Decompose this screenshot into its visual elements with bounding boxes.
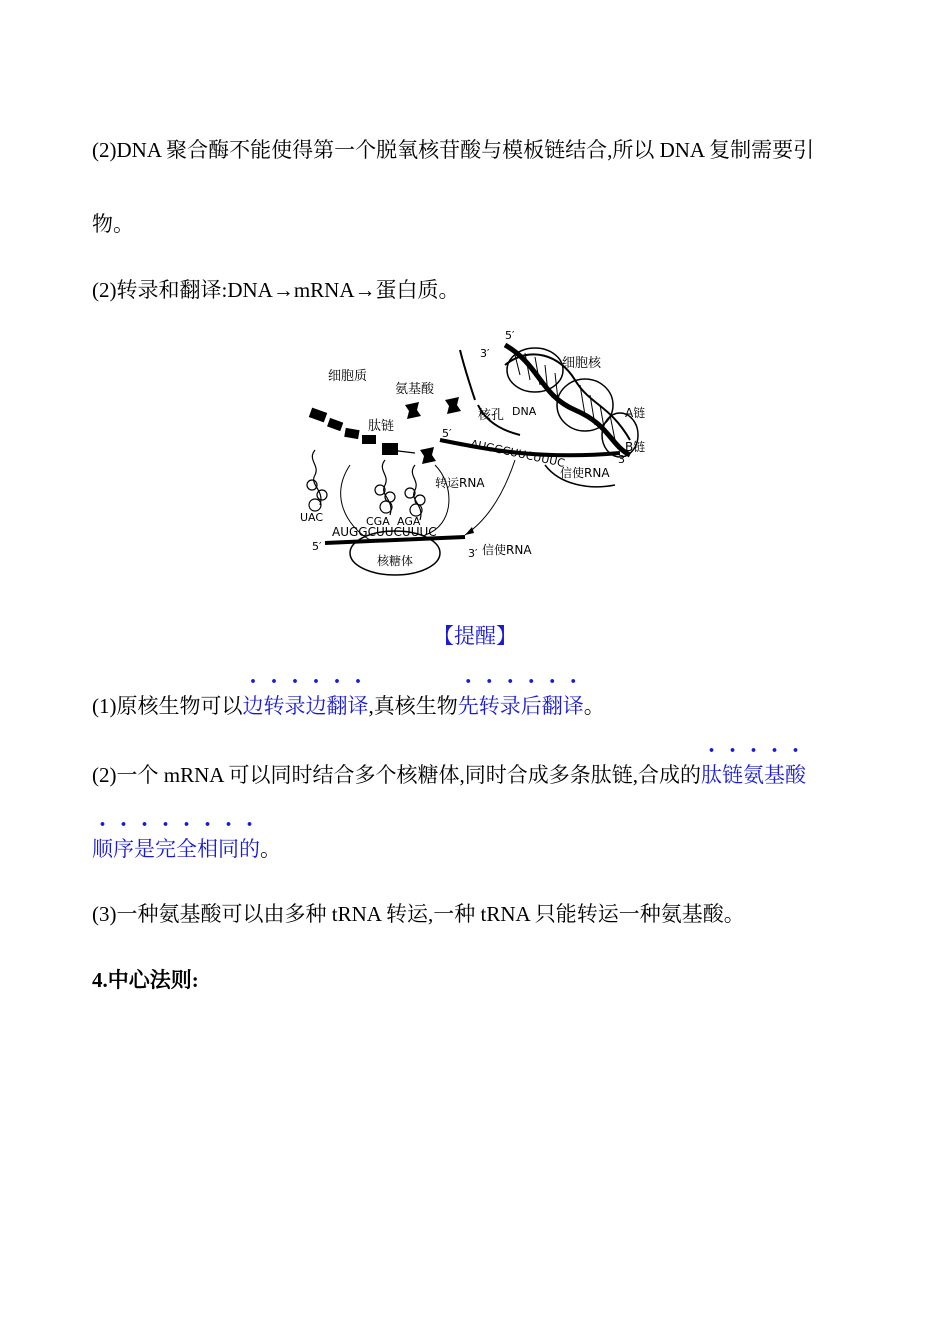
label-anticodon1: UAC <box>300 511 324 524</box>
label-b-chain: B链 <box>625 440 646 454</box>
label-nucleus: 细胞核 <box>562 356 602 371</box>
label-nuclear-pore: 核孔 <box>478 408 505 423</box>
para1-line1: (2)DNA 聚合酶不能使得第一个脱氧核苷酸与模板链结合,所以 DNA 复制需要引 <box>92 138 815 162</box>
tip-point-2-line2: 顺序是完全相同的。 <box>92 837 281 861</box>
label-3prime-dna: 3′ <box>480 347 490 360</box>
label-5prime-top: 5′ <box>442 427 452 440</box>
tip-title: 【提醒】 <box>433 624 517 648</box>
label-mrna-top: 信使RNA <box>560 466 610 480</box>
label-trna: 转运RNA <box>435 476 485 490</box>
transcription-translation-figure <box>290 325 660 585</box>
label-mrna-bottom: 信使RNA <box>482 543 532 557</box>
nuclear-membrane <box>460 350 475 400</box>
amino-acids <box>405 397 461 464</box>
trna-molecules <box>307 450 425 520</box>
para1-line2: 物。 <box>92 212 134 236</box>
label-mrna-seq-top: AUGGCUUCUUUC <box>469 437 566 470</box>
label-5prime-dna: 5′ <box>505 329 515 342</box>
label-amino-acid: 氨基酸 <box>395 382 435 397</box>
para2: (2)转录和翻译:DNA→mRNA→蛋白质。 <box>92 278 460 302</box>
tip-point-3: (3)一种氨基酸可以由多种 tRNA 转运,一种 tRNA 只能转运一种氨基酸。 <box>92 902 745 926</box>
tip-point-2-line1: (2)一个 mRNA 可以同时结合多个核糖体,同时合成多条肽链,合成的肽链氨基酸 <box>92 763 806 787</box>
label-dna: DNA <box>512 405 537 418</box>
tip-point-1: (1)原核生物可以边转录边翻译,真核生物先转录后翻译。 <box>92 694 605 718</box>
label-ribosome: 核糖体 <box>377 554 414 568</box>
label-peptide: 肽链 <box>368 419 395 434</box>
label-3prime-bottom: 3′ <box>468 547 478 560</box>
label-anticodon3: AGA <box>397 515 421 528</box>
emph-simultaneous: 边转录边翻译 <box>242 694 369 718</box>
label-5prime-bottom: 5′ <box>312 540 322 553</box>
label-cytoplasm: 细胞质 <box>328 369 368 384</box>
label-anticodon2: CGA <box>366 515 390 528</box>
emph-same-order: 顺序是完全相同的 <box>92 837 260 861</box>
label-3prime-top: 3′ <box>618 453 628 466</box>
section-4-heading: 4.中心法则: <box>92 968 199 992</box>
label-mrna-seq-bottom: AUGGCUUCUUUC <box>332 525 437 539</box>
emph-amino-acid: 肽链氨基酸 <box>701 763 806 787</box>
emph-sequential: 先转录后翻译 <box>457 694 584 718</box>
label-a-chain: A链 <box>625 406 646 420</box>
